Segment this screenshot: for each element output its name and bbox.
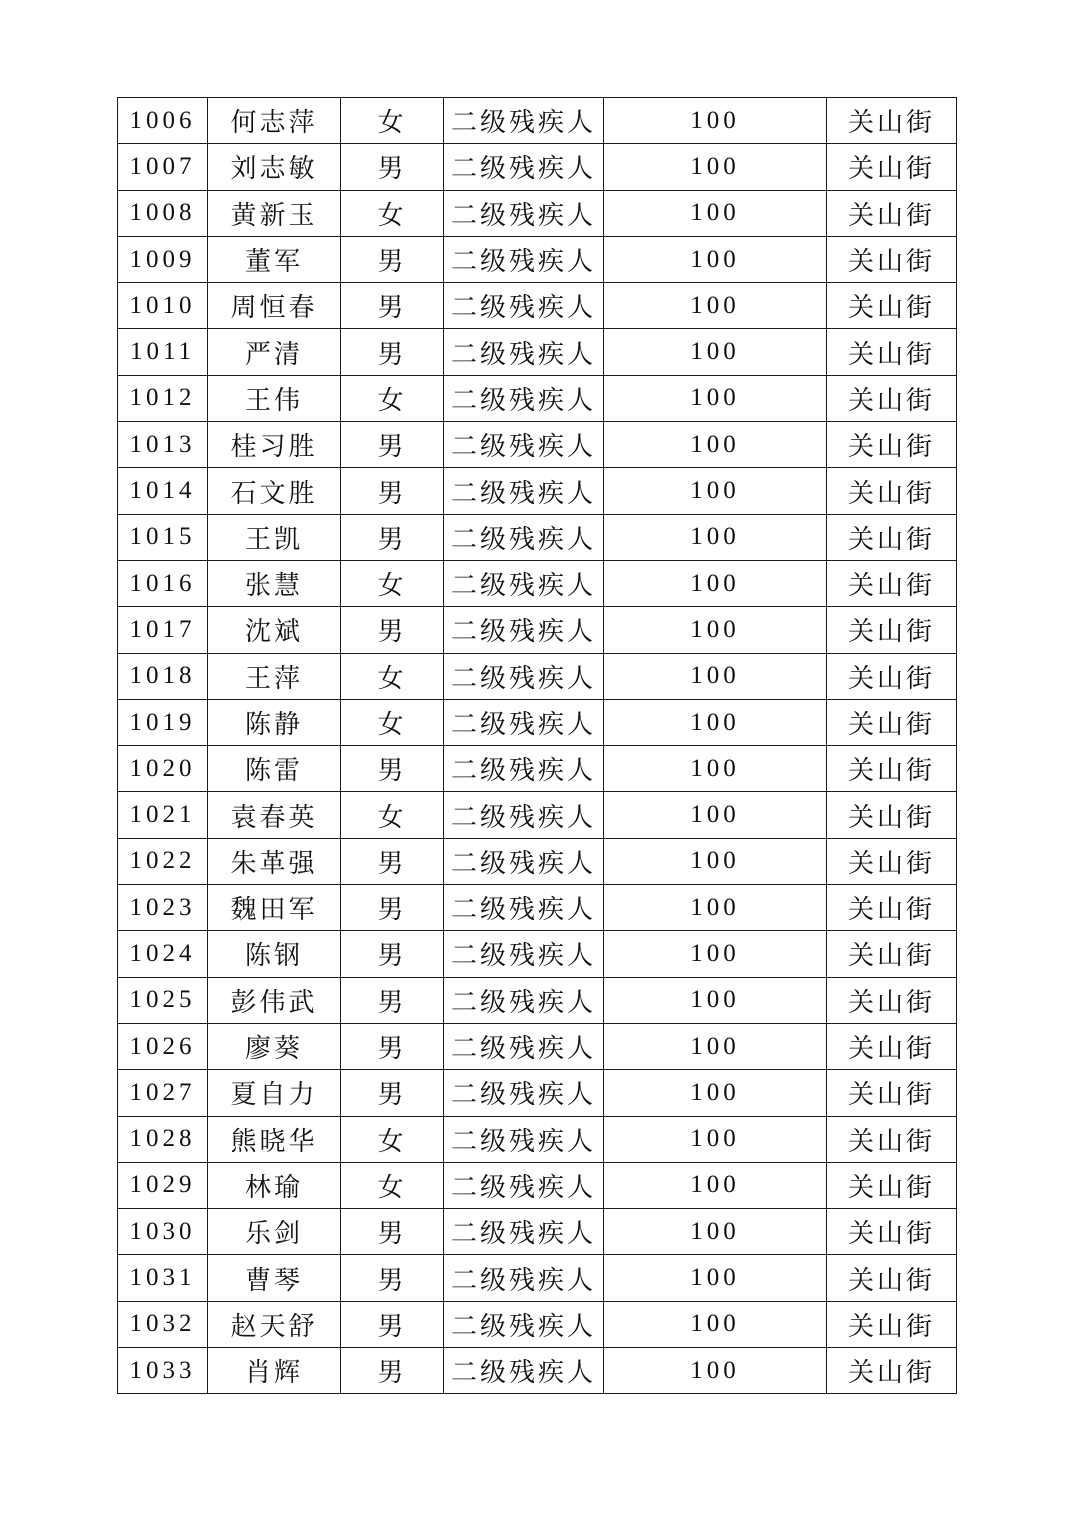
table-row xyxy=(118,514,957,560)
cell-id: 1027 xyxy=(118,1070,208,1116)
cell-name: 黄新玉 xyxy=(208,190,341,236)
cell-level: 二级残疾人 xyxy=(444,977,604,1023)
cell-name: 周恒春 xyxy=(208,283,341,329)
cell-name: 王凯 xyxy=(208,514,341,560)
cell-gender: 男 xyxy=(341,1301,444,1347)
table-row xyxy=(118,607,957,653)
table-row xyxy=(118,1255,957,1301)
cell-amount: 100 xyxy=(604,1162,827,1208)
cell-amount: 100 xyxy=(604,1255,827,1301)
cell-gender: 女 xyxy=(341,792,444,838)
table-row xyxy=(118,838,957,884)
cell-street: 关山街 xyxy=(827,144,957,190)
cell-name: 林瑜 xyxy=(208,1162,341,1208)
cell-level: 二级残疾人 xyxy=(444,375,604,421)
cell-name: 肖辉 xyxy=(208,1348,341,1394)
cell-id: 1031 xyxy=(118,1255,208,1301)
cell-street: 关山街 xyxy=(827,329,957,375)
cell-street: 关山街 xyxy=(827,1348,957,1394)
cell-name: 桂习胜 xyxy=(208,422,341,468)
cell-id: 1022 xyxy=(118,838,208,884)
cell-amount: 100 xyxy=(604,98,827,144)
cell-amount: 100 xyxy=(604,1301,827,1347)
cell-amount: 100 xyxy=(604,1209,827,1255)
table-row xyxy=(118,560,957,606)
cell-id: 1009 xyxy=(118,236,208,282)
table-row xyxy=(118,1116,957,1162)
cell-name: 夏自力 xyxy=(208,1070,341,1116)
cell-gender: 男 xyxy=(341,144,444,190)
cell-level: 二级残疾人 xyxy=(444,98,604,144)
cell-level: 二级残疾人 xyxy=(444,607,604,653)
cell-level: 二级残疾人 xyxy=(444,838,604,884)
cell-id: 1018 xyxy=(118,653,208,699)
cell-street: 关山街 xyxy=(827,607,957,653)
table-row xyxy=(118,977,957,1023)
cell-name: 沈斌 xyxy=(208,607,341,653)
table-row xyxy=(118,792,957,838)
table-row xyxy=(118,236,957,282)
cell-amount: 100 xyxy=(604,375,827,421)
cell-amount: 100 xyxy=(604,653,827,699)
table-row xyxy=(118,699,957,745)
cell-name: 王伟 xyxy=(208,375,341,421)
table-row xyxy=(118,931,957,977)
cell-id: 1021 xyxy=(118,792,208,838)
table-row xyxy=(118,468,957,514)
cell-id: 1014 xyxy=(118,468,208,514)
cell-amount: 100 xyxy=(604,699,827,745)
cell-id: 1024 xyxy=(118,931,208,977)
cell-level: 二级残疾人 xyxy=(444,560,604,606)
table-row xyxy=(118,746,957,792)
cell-street: 关山街 xyxy=(827,746,957,792)
table-row xyxy=(118,1162,957,1208)
cell-gender: 男 xyxy=(341,746,444,792)
cell-amount: 100 xyxy=(604,1348,827,1394)
cell-gender: 男 xyxy=(341,977,444,1023)
cell-level: 二级残疾人 xyxy=(444,190,604,236)
cell-gender: 女 xyxy=(341,699,444,745)
cell-street: 关山街 xyxy=(827,560,957,606)
cell-level: 二级残疾人 xyxy=(444,1348,604,1394)
cell-gender: 男 xyxy=(341,838,444,884)
cell-street: 关山街 xyxy=(827,1209,957,1255)
cell-gender: 女 xyxy=(341,560,444,606)
cell-id: 1028 xyxy=(118,1116,208,1162)
cell-street: 关山街 xyxy=(827,422,957,468)
cell-gender: 男 xyxy=(341,931,444,977)
cell-name: 陈钢 xyxy=(208,931,341,977)
cell-amount: 100 xyxy=(604,236,827,282)
cell-gender: 男 xyxy=(341,468,444,514)
cell-amount: 100 xyxy=(604,607,827,653)
cell-name: 乐剑 xyxy=(208,1209,341,1255)
cell-level: 二级残疾人 xyxy=(444,1301,604,1347)
cell-id: 1006 xyxy=(118,98,208,144)
cell-street: 关山街 xyxy=(827,375,957,421)
cell-id: 1023 xyxy=(118,885,208,931)
cell-street: 关山街 xyxy=(827,190,957,236)
cell-id: 1030 xyxy=(118,1209,208,1255)
cell-name: 袁春英 xyxy=(208,792,341,838)
cell-id: 1026 xyxy=(118,1023,208,1069)
cell-gender: 男 xyxy=(341,1023,444,1069)
cell-id: 1010 xyxy=(118,283,208,329)
cell-street: 关山街 xyxy=(827,792,957,838)
cell-level: 二级残疾人 xyxy=(444,144,604,190)
cell-street: 关山街 xyxy=(827,1301,957,1347)
cell-name: 何志萍 xyxy=(208,98,341,144)
cell-street: 关山街 xyxy=(827,699,957,745)
table-row xyxy=(118,144,957,190)
cell-level: 二级残疾人 xyxy=(444,1023,604,1069)
cell-amount: 100 xyxy=(604,885,827,931)
cell-name: 熊晓华 xyxy=(208,1116,341,1162)
cell-gender: 男 xyxy=(341,1255,444,1301)
cell-amount: 100 xyxy=(604,329,827,375)
cell-street: 关山街 xyxy=(827,1023,957,1069)
cell-level: 二级残疾人 xyxy=(444,236,604,282)
cell-level: 二级残疾人 xyxy=(444,1116,604,1162)
cell-id: 1007 xyxy=(118,144,208,190)
cell-gender: 男 xyxy=(341,329,444,375)
cell-gender: 男 xyxy=(341,1209,444,1255)
cell-gender: 男 xyxy=(341,236,444,282)
cell-gender: 女 xyxy=(341,190,444,236)
cell-id: 1029 xyxy=(118,1162,208,1208)
cell-level: 二级残疾人 xyxy=(444,514,604,560)
cell-id: 1033 xyxy=(118,1348,208,1394)
table-row xyxy=(118,1301,957,1347)
cell-amount: 100 xyxy=(604,283,827,329)
cell-id: 1017 xyxy=(118,607,208,653)
cell-level: 二级残疾人 xyxy=(444,1070,604,1116)
cell-amount: 100 xyxy=(604,746,827,792)
cell-name: 刘志敏 xyxy=(208,144,341,190)
cell-amount: 100 xyxy=(604,190,827,236)
table-row xyxy=(118,190,957,236)
cell-id: 1015 xyxy=(118,514,208,560)
table-row xyxy=(118,653,957,699)
table-row xyxy=(118,885,957,931)
cell-name: 魏田军 xyxy=(208,885,341,931)
cell-gender: 女 xyxy=(341,1116,444,1162)
roster-table xyxy=(117,97,957,1394)
table-row xyxy=(118,329,957,375)
cell-id: 1013 xyxy=(118,422,208,468)
cell-gender: 男 xyxy=(341,1348,444,1394)
cell-id: 1019 xyxy=(118,699,208,745)
cell-level: 二级残疾人 xyxy=(444,885,604,931)
cell-level: 二级残疾人 xyxy=(444,1255,604,1301)
table-row xyxy=(118,1209,957,1255)
cell-amount: 100 xyxy=(604,977,827,1023)
cell-name: 王萍 xyxy=(208,653,341,699)
cell-level: 二级残疾人 xyxy=(444,422,604,468)
cell-name: 朱革强 xyxy=(208,838,341,884)
table-row xyxy=(118,375,957,421)
cell-amount: 100 xyxy=(604,144,827,190)
cell-gender: 男 xyxy=(341,514,444,560)
cell-street: 关山街 xyxy=(827,977,957,1023)
cell-name: 董军 xyxy=(208,236,341,282)
cell-name: 廖葵 xyxy=(208,1023,341,1069)
cell-id: 1025 xyxy=(118,977,208,1023)
cell-level: 二级残疾人 xyxy=(444,746,604,792)
cell-id: 1020 xyxy=(118,746,208,792)
cell-id: 1012 xyxy=(118,375,208,421)
cell-level: 二级残疾人 xyxy=(444,1162,604,1208)
cell-amount: 100 xyxy=(604,422,827,468)
cell-street: 关山街 xyxy=(827,1255,957,1301)
cell-name: 曹琴 xyxy=(208,1255,341,1301)
cell-street: 关山街 xyxy=(827,283,957,329)
table-row xyxy=(118,283,957,329)
cell-level: 二级残疾人 xyxy=(444,699,604,745)
cell-gender: 男 xyxy=(341,885,444,931)
cell-id: 1032 xyxy=(118,1301,208,1347)
cell-street: 关山街 xyxy=(827,468,957,514)
cell-street: 关山街 xyxy=(827,514,957,560)
cell-gender: 女 xyxy=(341,375,444,421)
cell-amount: 100 xyxy=(604,1070,827,1116)
cell-street: 关山街 xyxy=(827,931,957,977)
cell-amount: 100 xyxy=(604,560,827,606)
table-row xyxy=(118,1023,957,1069)
cell-name: 彭伟武 xyxy=(208,977,341,1023)
cell-level: 二级残疾人 xyxy=(444,653,604,699)
cell-level: 二级残疾人 xyxy=(444,1209,604,1255)
cell-street: 关山街 xyxy=(827,838,957,884)
cell-name: 陈静 xyxy=(208,699,341,745)
cell-gender: 女 xyxy=(341,98,444,144)
cell-gender: 男 xyxy=(341,607,444,653)
cell-gender: 男 xyxy=(341,283,444,329)
cell-amount: 100 xyxy=(604,1116,827,1162)
cell-amount: 100 xyxy=(604,838,827,884)
cell-level: 二级残疾人 xyxy=(444,931,604,977)
cell-name: 石文胜 xyxy=(208,468,341,514)
roster-table-body xyxy=(118,98,957,1394)
cell-street: 关山街 xyxy=(827,653,957,699)
cell-name: 张慧 xyxy=(208,560,341,606)
cell-street: 关山街 xyxy=(827,1116,957,1162)
cell-id: 1008 xyxy=(118,190,208,236)
cell-amount: 100 xyxy=(604,931,827,977)
table-row xyxy=(118,1348,957,1394)
cell-level: 二级残疾人 xyxy=(444,468,604,514)
table-row xyxy=(118,98,957,144)
cell-name: 赵天舒 xyxy=(208,1301,341,1347)
cell-amount: 100 xyxy=(604,514,827,560)
cell-amount: 100 xyxy=(604,792,827,838)
cell-id: 1011 xyxy=(118,329,208,375)
cell-name: 严清 xyxy=(208,329,341,375)
cell-street: 关山街 xyxy=(827,1070,957,1116)
cell-level: 二级残疾人 xyxy=(444,283,604,329)
cell-level: 二级残疾人 xyxy=(444,792,604,838)
cell-amount: 100 xyxy=(604,1023,827,1069)
cell-street: 关山街 xyxy=(827,236,957,282)
cell-street: 关山街 xyxy=(827,885,957,931)
cell-gender: 女 xyxy=(341,1162,444,1208)
cell-street: 关山街 xyxy=(827,98,957,144)
cell-id: 1016 xyxy=(118,560,208,606)
cell-street: 关山街 xyxy=(827,1162,957,1208)
cell-name: 陈雷 xyxy=(208,746,341,792)
cell-level: 二级残疾人 xyxy=(444,329,604,375)
cell-gender: 男 xyxy=(341,422,444,468)
table-row xyxy=(118,1070,957,1116)
cell-amount: 100 xyxy=(604,468,827,514)
cell-gender: 女 xyxy=(341,653,444,699)
cell-gender: 男 xyxy=(341,1070,444,1116)
table-row xyxy=(118,422,957,468)
